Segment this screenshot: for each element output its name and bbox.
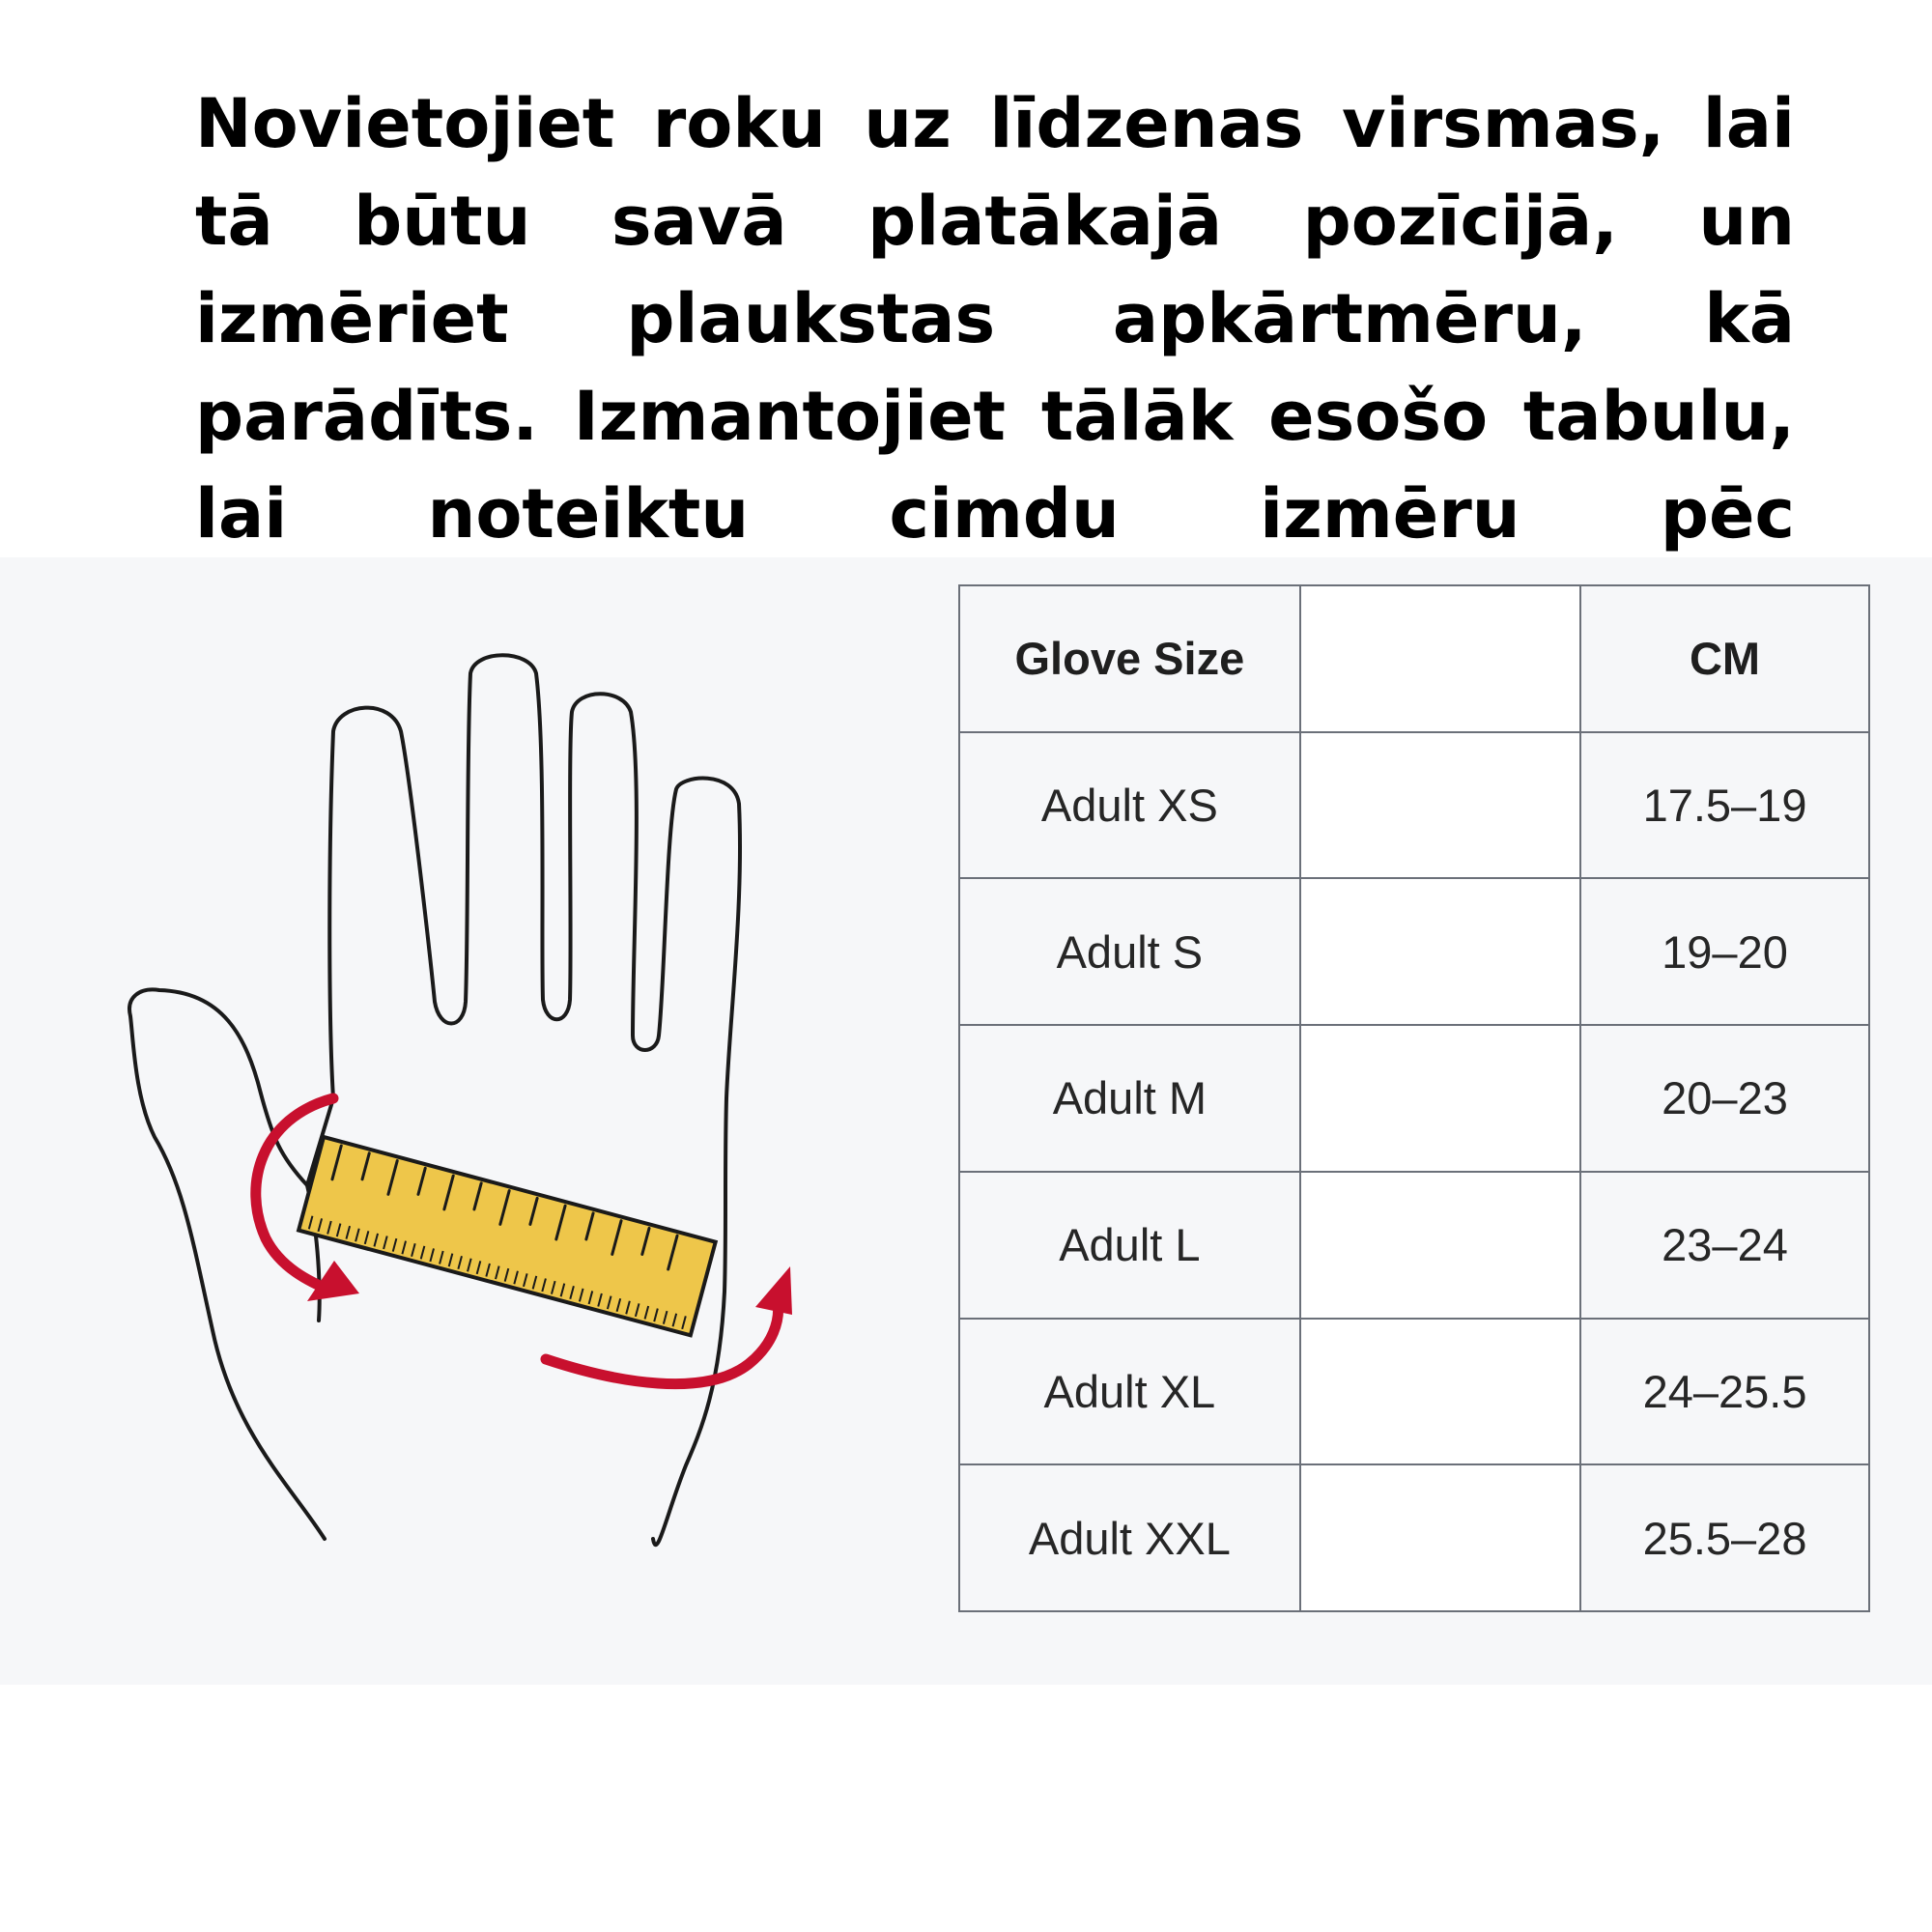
cm-cell: 25.5–28 <box>1580 1464 1869 1611</box>
table-row <box>959 1319 1869 1465</box>
size-cell: Adult XXL <box>959 1464 1300 1611</box>
cm-cell: 20–23 <box>1580 1025 1869 1172</box>
size-table <box>958 584 1870 1612</box>
table-row <box>959 1172 1869 1319</box>
blank-cell <box>1300 878 1580 1025</box>
blank-cell <box>1300 1025 1580 1172</box>
size-cell: Adult M <box>959 1025 1300 1172</box>
instructions-text: Novietojiet roku uz līdzenas virsmas, lai tā būtu savā platākajā pozīcijā, un izmēriet plaukstas apkārtmēru, kā parādīts. Izmantojiet tālāk esošo tabulu, lai noteiktu cimdu izmēru pēc <box>195 84 1795 554</box>
size-cell: Adult XL <box>959 1319 1300 1465</box>
cm-cell: 24–25.5 <box>1580 1319 1869 1465</box>
blank-cell <box>1300 732 1580 879</box>
blank-cell <box>1300 1172 1580 1319</box>
header-cm: CM <box>1580 585 1869 732</box>
size-cell: Adult L <box>959 1172 1300 1319</box>
wrap-arrowhead-right <box>755 1266 792 1315</box>
table-row <box>959 1025 1869 1172</box>
cm-cell: 19–20 <box>1580 878 1869 1025</box>
table-row <box>959 1464 1869 1611</box>
table-header-row <box>959 585 1869 732</box>
size-cell: Adult S <box>959 878 1300 1025</box>
size-cell: Adult XS <box>959 732 1300 879</box>
measuring-tape <box>298 1137 716 1335</box>
hand-outline <box>129 655 740 1545</box>
sizing-panel <box>0 557 1932 1685</box>
cm-cell: 17.5–19 <box>1580 732 1869 879</box>
table-row <box>959 732 1869 879</box>
header-glove-size: Glove Size <box>959 585 1300 732</box>
hand-measuring-tape-icon <box>0 557 869 1685</box>
table-row <box>959 878 1869 1025</box>
blank-cell <box>1300 1464 1580 1611</box>
cm-cell: 23–24 <box>1580 1172 1869 1319</box>
blank-cell <box>1300 1319 1580 1465</box>
header-blank <box>1300 585 1580 732</box>
